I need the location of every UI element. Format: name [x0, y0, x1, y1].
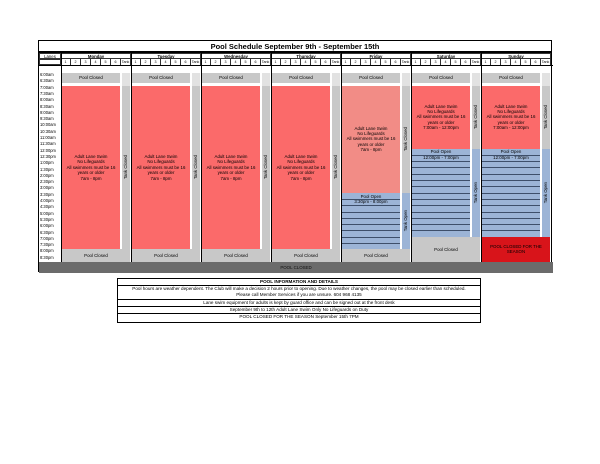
pool-closed-bar — [39, 262, 553, 273]
time-label: 1:00pm — [40, 160, 54, 166]
adult-swim-line: No Lifeguards — [147, 159, 175, 165]
adult-swim-time: 7:00am - 12:00pm — [423, 125, 459, 131]
adult-swim-line: All swimmers must be 16 — [136, 164, 186, 170]
day-header: Tuesday — [131, 53, 201, 59]
lane-line — [412, 186, 470, 187]
adult-swim-line: Adult Lane Swim — [494, 103, 528, 109]
lane-number: 5 — [241, 59, 251, 65]
adult-swim-line: years or older — [217, 170, 245, 176]
lane-number: 2 — [351, 59, 361, 65]
adult-swim-line: No Lifeguards — [77, 159, 105, 165]
lane-line — [412, 193, 470, 194]
pool-open-time: 3:30pm - 8:00pm — [354, 198, 388, 204]
time-label: 6:30pm — [40, 229, 54, 235]
pool-closed-block — [202, 73, 260, 83]
lane-line — [342, 218, 400, 219]
lane-line — [482, 230, 540, 231]
pool-open-block — [342, 193, 400, 250]
lane-number: 4 — [371, 59, 381, 65]
lane-number: 2 — [421, 59, 431, 65]
adult-swim-line: years or older — [77, 170, 105, 176]
pool-closed-label: Pool Closed — [224, 252, 248, 258]
lane-line — [342, 230, 400, 231]
lane-number: 4 — [161, 59, 171, 65]
tank-open-label: Tank Open — [543, 182, 549, 204]
adult-swim-line: All swimmers must be 16 — [206, 164, 256, 170]
tank-closed-block — [122, 86, 130, 250]
adult-swim-line: 7am - 8pm — [220, 175, 242, 181]
lane-number: 3 — [81, 59, 91, 65]
adult-lane-swim-block — [202, 86, 260, 250]
lane-number: 3 — [291, 59, 301, 65]
season-closed-block — [482, 237, 550, 262]
pool-closed-label: Pool Closed — [289, 75, 313, 81]
pool-open-time: 12:00pm - 7:00pm — [493, 154, 529, 160]
lanes-header: Lanes — [39, 53, 61, 59]
adult-swim-line: Adult Lane Swim — [144, 153, 178, 159]
pool-closed-label: Pool Closed — [154, 252, 178, 258]
lane-number: 5 — [381, 59, 391, 65]
schedule-grid — [38, 52, 552, 272]
tank-closed-label: Tank Closed — [543, 105, 549, 130]
lane-number: 6 — [321, 59, 331, 65]
tank-header: Tank — [191, 60, 200, 64]
tank-closed-label: Tank Closed — [473, 105, 479, 130]
pool-closed-label: Pool Closed — [219, 75, 243, 81]
pool-open-block — [412, 149, 470, 237]
lane-number: 4 — [511, 59, 521, 65]
lane-number: 3 — [431, 59, 441, 65]
lane-number: 5 — [451, 59, 461, 65]
pool-closed-label: Pool Closed — [84, 252, 108, 258]
pool-open-label: Pool Open — [430, 149, 452, 155]
adult-swim-line: years or older — [357, 141, 385, 147]
lane-line — [482, 186, 540, 187]
lane-line — [342, 205, 400, 206]
tank-header: Tank — [471, 60, 480, 64]
time-label: 4:00pm — [40, 198, 54, 203]
lane-number: 6 — [391, 59, 401, 65]
lane-number: 4 — [301, 59, 311, 65]
lane-number: 1 — [271, 59, 281, 65]
page-title: Pool Schedule September 9th - September 15th — [38, 40, 552, 52]
adult-swim-line: No Lifeguards — [217, 159, 245, 165]
info-line: Please call Member Services if you are unsure. 604 968 4135 — [118, 292, 480, 299]
time-label: 5:00pm — [40, 210, 54, 216]
lane-line — [412, 212, 470, 213]
lane-line — [342, 212, 400, 213]
adult-lane-swim-block — [482, 86, 540, 149]
tank-header: Tank — [331, 60, 340, 64]
tank-open-block — [542, 149, 550, 237]
info-line: Pool hours are weather dependent. The Club will make a decision 2 hours prior to opening. Due to weather changes, the pool may be closed earlier than scheduled. — [132, 286, 466, 292]
adult-lane-swim-block — [342, 86, 400, 193]
time-label: 7:00am — [40, 84, 54, 90]
adult-lane-swim-block — [132, 86, 190, 250]
tank-closed-label: Tank Closed — [333, 155, 339, 180]
lane-line — [482, 224, 540, 225]
pool-closed-label: Pool Closed — [79, 75, 103, 81]
time-label: 8:30pm — [40, 254, 54, 260]
adult-swim-line: All swimmers must be 16 — [66, 164, 116, 170]
time-label: 12:00pm — [40, 147, 56, 153]
pool-closed-block — [482, 73, 540, 83]
lane-line — [482, 180, 540, 181]
adult-swim-line: Adult Lane Swim — [74, 153, 108, 159]
pool-closed-block — [342, 249, 410, 262]
time-label: 7:30pm — [40, 242, 54, 248]
lane-line — [482, 167, 540, 168]
time-label: 5:30pm — [40, 216, 54, 222]
time-label: 12:30pm — [40, 153, 56, 159]
pool-open-label-group — [342, 193, 400, 206]
tank-header: Tank — [121, 60, 130, 64]
adult-swim-line: Adult Lane Swim — [354, 125, 388, 131]
lane-number: 2 — [491, 59, 501, 65]
pool-closed-block — [272, 73, 330, 83]
pool-closed-block — [272, 249, 340, 262]
pool-closed-block — [342, 73, 400, 83]
lane-line — [482, 199, 540, 200]
tank-closed-label: Tank Closed — [403, 127, 409, 152]
lane-line — [412, 174, 470, 175]
lane-number: 3 — [501, 59, 511, 65]
lane-number: 3 — [221, 59, 231, 65]
adult-lane-swim-block — [62, 86, 120, 250]
lane-line — [412, 205, 470, 206]
time-label: 4:30pm — [40, 204, 54, 210]
pool-closed-label: Pool Closed — [149, 75, 173, 81]
pool-closed-block — [132, 249, 200, 262]
lane-line — [412, 161, 470, 162]
lane-number: 3 — [361, 59, 371, 65]
time-label: 11:00am — [40, 135, 56, 140]
time-label: 6:00am — [40, 72, 54, 77]
adult-swim-line: years or older — [287, 170, 315, 176]
day-header: Wednesday — [201, 53, 271, 59]
lane-number: 2 — [281, 59, 291, 65]
adult-swim-line: years or older — [497, 119, 525, 125]
lane-number: 4 — [91, 59, 101, 65]
pool-closed-bar-label: POOL CLOSED — [280, 264, 312, 270]
lane-number: 1 — [341, 59, 351, 65]
tank-header: Tank — [401, 60, 410, 64]
pool-open-label: Pool Open — [500, 149, 522, 155]
day-header: Saturday — [411, 53, 481, 59]
lane-number: 4 — [231, 59, 241, 65]
time-label: 9:30am — [40, 116, 54, 122]
lane-number: 2 — [141, 59, 151, 65]
tank-closed-block — [262, 86, 270, 250]
season-closed-label: POOL CLOSED FOR THE SEASON — [490, 243, 542, 255]
day-header: Friday — [341, 53, 411, 59]
lane-number: 3 — [151, 59, 161, 65]
lane-line — [412, 180, 470, 181]
pool-closed-label: Pool Closed — [359, 75, 383, 81]
lane-line — [482, 174, 540, 175]
adult-swim-line: All swimmers must be 16 — [276, 164, 326, 170]
adult-lane-swim-block — [412, 86, 470, 149]
adult-swim-line: 7am - 8pm — [150, 175, 172, 181]
time-label: 2:30pm — [40, 179, 54, 185]
lane-number: 4 — [441, 59, 451, 65]
adult-swim-line: 7am - 8pm — [360, 147, 382, 153]
tank-header: Tank — [541, 60, 550, 64]
pool-closed-block — [62, 249, 130, 262]
time-label: 7:30am — [40, 90, 54, 96]
adult-swim-line: No Lifeguards — [427, 108, 455, 114]
pool-open-time: 12:00pm - 7:00pm — [423, 154, 459, 160]
pool-closed-label: Pool Closed — [429, 75, 453, 81]
time-label: 10:00am — [40, 122, 56, 128]
time-label: 6:00pm — [40, 223, 54, 229]
lane-number: 5 — [101, 59, 111, 65]
lane-line — [342, 243, 400, 244]
time-label: 7:00pm — [40, 235, 54, 241]
lane-line — [482, 212, 540, 213]
pool-open-label: Pool Open — [360, 193, 382, 199]
adult-swim-line: No Lifeguards — [357, 131, 385, 137]
lane-number: 1 — [131, 59, 141, 65]
lane-line — [342, 237, 400, 238]
tank-open-label: Tank Open — [403, 210, 409, 232]
time-label: 3:00pm — [40, 185, 54, 191]
pool-open-label-group — [412, 149, 470, 162]
adult-lane-swim-block — [272, 86, 330, 250]
time-label: 3:30pm — [40, 191, 54, 197]
lane-line — [482, 218, 540, 219]
info-line: September 9th to 12th Adult Lane Swim Only No Lifeguards on Duty — [118, 307, 480, 314]
time-label: 1:30pm — [40, 166, 54, 172]
adult-swim-line: years or older — [427, 119, 455, 125]
pool-open-label-group — [482, 149, 540, 162]
header-divider — [39, 65, 553, 66]
time-label: 8:30am — [40, 103, 54, 109]
tank-closed-block — [332, 86, 340, 250]
lane-number: 1 — [201, 59, 211, 65]
tank-open-label: Tank Open — [473, 182, 479, 204]
tank-open-block — [402, 193, 410, 250]
lane-number: 2 — [211, 59, 221, 65]
lane-number: 1 — [411, 59, 421, 65]
time-label: 6:30am — [40, 78, 54, 84]
tank-closed-label: Tank Closed — [263, 155, 269, 180]
pool-info-box — [117, 278, 481, 323]
lane-line — [412, 167, 470, 168]
pool-closed-block — [412, 237, 480, 262]
adult-swim-line: All swimmers must be 16 — [416, 114, 466, 120]
tank-closed-block — [542, 86, 550, 149]
adult-swim-line: 7am - 8pm — [80, 175, 102, 181]
tank-header: Tank — [261, 60, 270, 64]
info-line: Lane swim equipment for adults is kept by guard office and can be signed out at the front desk — [118, 300, 480, 307]
pool-closed-label: Pool Closed — [294, 252, 318, 258]
pool-closed-block — [412, 73, 470, 83]
lane-line — [482, 205, 540, 206]
adult-swim-line: years or older — [147, 170, 175, 176]
lane-line — [412, 230, 470, 231]
pool-open-block — [482, 149, 540, 237]
time-label: 10:30am — [40, 128, 56, 134]
adult-swim-line: Adult Lane Swim — [424, 103, 458, 109]
lane-line — [412, 199, 470, 200]
lane-number: 5 — [311, 59, 321, 65]
adult-swim-line: No Lifeguards — [497, 108, 525, 114]
day-header: Monday — [61, 53, 131, 59]
lane-number: 1 — [61, 59, 71, 65]
lane-line — [412, 218, 470, 219]
pool-closed-block — [202, 249, 270, 262]
day-header: Sunday — [481, 53, 551, 59]
lane-line — [482, 193, 540, 194]
pool-closed-label: Pool Closed — [499, 75, 523, 81]
lane-number: 1 — [481, 59, 491, 65]
lane-number: 2 — [71, 59, 81, 65]
lane-number: 6 — [461, 59, 471, 65]
tank-closed-block — [192, 86, 200, 250]
pool-closed-label: Pool Closed — [364, 252, 388, 258]
tank-open-block — [472, 149, 480, 237]
adult-swim-line: Adult Lane Swim — [284, 153, 318, 159]
lane-line — [342, 224, 400, 225]
info-heading: POOL INFORMATION AND DETAILS — [118, 279, 480, 286]
day-header: Thursday — [271, 53, 341, 59]
time-label: 8:00am — [40, 97, 54, 103]
tank-closed-label: Tank Closed — [193, 155, 199, 180]
pool-closed-block — [132, 73, 190, 83]
pool-closed-block — [62, 73, 120, 83]
lane-number: 6 — [181, 59, 191, 65]
time-label: 9:00am — [40, 109, 54, 115]
lane-number: 6 — [531, 59, 541, 65]
tank-closed-block — [402, 86, 410, 193]
adult-swim-line: 7am - 8pm — [290, 175, 312, 181]
lane-number: 6 — [251, 59, 261, 65]
adult-swim-line: All swimmers must be 16 — [486, 114, 536, 120]
adult-swim-line: Adult Lane Swim — [214, 153, 248, 159]
adult-swim-line: No Lifeguards — [287, 159, 315, 165]
tank-closed-block — [472, 86, 480, 149]
time-label: 8:00pm — [40, 248, 54, 254]
adult-swim-line: All swimmers must be 16 — [346, 136, 396, 142]
lane-line — [412, 224, 470, 225]
lane-number: 6 — [111, 59, 121, 65]
time-label: 2:00pm — [40, 172, 54, 178]
lane-number: 5 — [521, 59, 531, 65]
adult-swim-time: 7:00am - 12:00pm — [493, 125, 529, 131]
info-line: POOL CLOSED FOR THE SEASON September 15th 7PM — [239, 314, 359, 320]
lane-number: 5 — [171, 59, 181, 65]
lane-line — [482, 161, 540, 162]
pool-closed-label: Pool Closed — [434, 246, 458, 252]
time-label: 11:30am — [40, 141, 56, 147]
tank-closed-label: Tank Closed — [123, 155, 129, 180]
